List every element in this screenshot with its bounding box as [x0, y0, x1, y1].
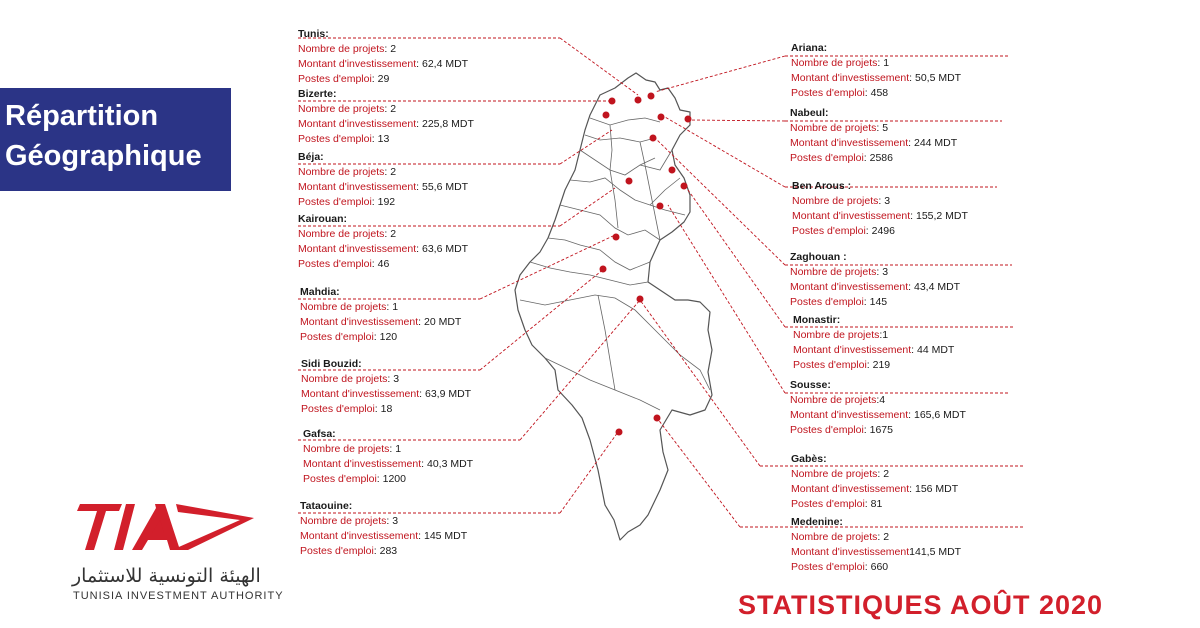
- projets-label: Nombre de projets: [790, 266, 877, 278]
- postes-label: Postes d'emploi: [303, 473, 377, 485]
- projets-label: Nombre de projets: [298, 43, 385, 55]
- region-name: Sidi Bouzid:: [301, 358, 362, 370]
- postes-label: Postes d'emploi: [790, 152, 864, 164]
- marker-nabeul: [685, 116, 692, 123]
- entry-monastir: [793, 313, 954, 373]
- montant-value: : 43,4 MDT: [908, 281, 961, 293]
- entry-medenine: [791, 515, 961, 575]
- region-name: Monastir:: [793, 314, 841, 326]
- region-name: Kairouan:: [298, 213, 348, 225]
- montant-label: Montant d'investissement: [301, 388, 420, 400]
- projets-value: : 2: [384, 43, 397, 55]
- projets-label: Nombre de projets: [298, 228, 385, 240]
- marker-monastir: [681, 183, 688, 190]
- postes-value: : 283: [373, 545, 398, 557]
- projets-value: : 2: [384, 166, 397, 178]
- entry-gafsa: [303, 427, 473, 487]
- montant-label: Montant d'investissement: [791, 72, 910, 84]
- marker-sousse: [669, 167, 676, 174]
- projets-value: : 3: [878, 195, 891, 207]
- postes-value: : 120: [373, 331, 398, 343]
- montant-value: : 244 MDT: [908, 137, 958, 149]
- marker-kairouan: [626, 178, 633, 185]
- marker-beja: [603, 112, 610, 119]
- postes-label: Postes d'emploi: [791, 498, 865, 510]
- marker-tataouine: [616, 429, 623, 436]
- projets-label: Nombre de projets: [298, 103, 385, 115]
- postes-value: : 29: [371, 73, 390, 85]
- montant-label: Montant d'investissement: [298, 181, 417, 193]
- marker-gafsa: [600, 266, 607, 273]
- country-outline: [515, 73, 712, 540]
- region-name: Medenine:: [791, 516, 843, 528]
- region-name: Sousse:: [790, 379, 831, 391]
- postes-value: : 2496: [865, 225, 895, 237]
- tia-logo-icon: [60, 498, 260, 560]
- postes-label: Postes d'emploi: [298, 258, 372, 270]
- postes-label: Postes d'emploi: [791, 87, 865, 99]
- montant-value: : 63,9 MDT: [419, 388, 472, 400]
- entry-ben-arous: [792, 179, 968, 239]
- governorate-borders: [520, 118, 710, 410]
- montant-label: Montant d'investissement: [792, 210, 911, 222]
- projets-label: Nombre de projets: [791, 468, 878, 480]
- montant-label: Montant d'investissement: [790, 409, 909, 421]
- marker-mahdia: [657, 203, 664, 210]
- montant-label: Montant d'investissement: [298, 58, 417, 70]
- projets-value: : 2: [877, 468, 890, 480]
- logo-english-text: TUNISIA INVESTMENT AUTHORITY: [73, 590, 284, 602]
- projets-value: : 2: [384, 103, 397, 115]
- entry-beja: [298, 150, 468, 210]
- montant-label: Montant d'investissement: [300, 530, 419, 542]
- entry-ariana: [791, 41, 961, 101]
- postes-label: Postes d'emploi: [793, 359, 867, 371]
- postes-label: Postes d'emploi: [298, 73, 372, 85]
- montant-value: : 225,8 MDT: [416, 118, 474, 130]
- entry-nabeul: [790, 106, 957, 166]
- region-name: Nabeul:: [790, 107, 829, 119]
- postes-label: Postes d'emploi: [301, 403, 375, 415]
- montant-value: : 40,3 MDT: [421, 458, 474, 470]
- montant-value: : 20 MDT: [418, 316, 462, 328]
- postes-value: : 660: [864, 561, 889, 573]
- postes-label: Postes d'emploi: [300, 331, 374, 343]
- projets-value: : 3: [386, 515, 399, 527]
- montant-value: 141,5 MDT: [909, 546, 962, 558]
- region-name: Bizerte:: [298, 88, 337, 100]
- postes-label: Postes d'emploi: [792, 225, 866, 237]
- montant-value: : 145 MDT: [418, 530, 468, 542]
- marker-sidi-bouzid: [613, 234, 620, 241]
- entry-zaghouan: [790, 250, 960, 310]
- montant-label: Montant d'investissement: [298, 118, 417, 130]
- marker-zaghouan: [650, 135, 657, 142]
- projets-label: Nombre de projets: [300, 301, 387, 313]
- montant-value: : 165,6 MDT: [908, 409, 966, 421]
- entry-sidi-bouzid: [301, 357, 471, 417]
- montant-value: : 50,5 MDT: [909, 72, 962, 84]
- entry-sousse: [790, 378, 966, 438]
- projets-label: Nombre de projets: [303, 443, 390, 455]
- marker-ariana: [648, 93, 655, 100]
- montant-label: Montant d'investissement: [298, 243, 417, 255]
- projets-label: Nombre de projets: [298, 166, 385, 178]
- postes-value: : 46: [371, 258, 390, 270]
- projets-label: Nombre de projets: [790, 394, 877, 406]
- region-name: Béja:: [298, 151, 324, 163]
- projets-label: Nombre de projets: [300, 515, 387, 527]
- entry-bizerte: [298, 87, 474, 147]
- montant-value: : 156 MDT: [909, 483, 959, 495]
- region-name: Ariana:: [791, 42, 828, 54]
- montant-value: : 63,6 MDT: [416, 243, 469, 255]
- projets-label: Nombre de projets: [791, 531, 878, 543]
- marker-ben-arous: [658, 114, 665, 121]
- montant-label: Montant d'investissement: [791, 483, 910, 495]
- postes-value: : 145: [863, 296, 888, 308]
- marker-bizerte: [609, 98, 616, 105]
- postes-value: : 13: [371, 133, 390, 145]
- projets-value: :1: [879, 329, 889, 341]
- postes-value: : 2586: [863, 152, 893, 164]
- postes-value: : 458: [864, 87, 889, 99]
- projets-value: : 3: [876, 266, 889, 278]
- montant-label: Montant d'investissement: [790, 137, 909, 149]
- entry-gabes: [791, 452, 958, 512]
- postes-value: : 219: [866, 359, 891, 371]
- postes-label: Postes d'emploi: [298, 196, 372, 208]
- title-line-1: Répartition: [5, 100, 159, 132]
- marker-tunis: [635, 97, 642, 104]
- postes-value: : 18: [374, 403, 393, 415]
- montant-label: Montant d'investissement: [790, 281, 909, 293]
- projets-value: : 3: [387, 373, 400, 385]
- projets-value: : 1: [877, 57, 890, 69]
- postes-value: : 1200: [376, 473, 406, 485]
- projets-value: :4: [876, 394, 886, 406]
- montant-value: : 44 MDT: [911, 344, 955, 356]
- projets-value: : 5: [876, 122, 889, 134]
- entry-mahdia: [300, 285, 461, 345]
- projets-label: Nombre de projets: [792, 195, 879, 207]
- projets-value: : 1: [386, 301, 399, 313]
- postes-label: Postes d'emploi: [298, 133, 372, 145]
- postes-label: Postes d'emploi: [790, 424, 864, 436]
- projets-label: Nombre de projets: [793, 329, 880, 341]
- entry-kairouan: [298, 212, 468, 272]
- montant-value: : 55,6 MDT: [416, 181, 469, 193]
- region-name: Gafsa:: [303, 428, 336, 440]
- region-name: Zaghouan :: [790, 251, 847, 263]
- montant-label: Montant d'investissement: [303, 458, 422, 470]
- region-name: Ben Arous :: [792, 180, 852, 192]
- region-name: Mahdia:: [300, 286, 340, 298]
- title-line-2: Géographique: [5, 140, 202, 172]
- projets-label: Nombre de projets: [791, 57, 878, 69]
- marker-medenine: [654, 415, 661, 422]
- projets-value: : 2: [384, 228, 397, 240]
- entry-tataouine: [300, 499, 467, 559]
- logo-arabic-text: الهيئة التونسية للاستثمار: [72, 565, 261, 587]
- postes-label: Postes d'emploi: [300, 545, 374, 557]
- postes-value: : 81: [864, 498, 883, 510]
- postes-label: Postes d'emploi: [791, 561, 865, 573]
- entry-tunis: [298, 27, 468, 87]
- statistics-title: STATISTIQUES AOÛT 2020: [738, 590, 1104, 620]
- montant-label: Montant d'investissement: [793, 344, 912, 356]
- montant-label: Montant d'investissement: [791, 546, 910, 558]
- montant-label: Montant d'investissement: [300, 316, 419, 328]
- projets-value: : 1: [389, 443, 402, 455]
- postes-value: : 192: [371, 196, 396, 208]
- projets-label: Nombre de projets: [301, 373, 388, 385]
- projets-label: Nombre de projets: [790, 122, 877, 134]
- postes-label: Postes d'emploi: [790, 296, 864, 308]
- montant-value: : 62,4 MDT: [416, 58, 469, 70]
- title-box: [0, 88, 231, 191]
- postes-value: : 1675: [863, 424, 893, 436]
- region-name: Tataouine:: [300, 500, 353, 512]
- marker-gabes: [637, 296, 644, 303]
- region-name: Gabès:: [791, 453, 827, 465]
- region-name: Tunis:: [298, 28, 329, 40]
- projets-value: : 2: [877, 531, 890, 543]
- montant-value: : 155,2 MDT: [910, 210, 968, 222]
